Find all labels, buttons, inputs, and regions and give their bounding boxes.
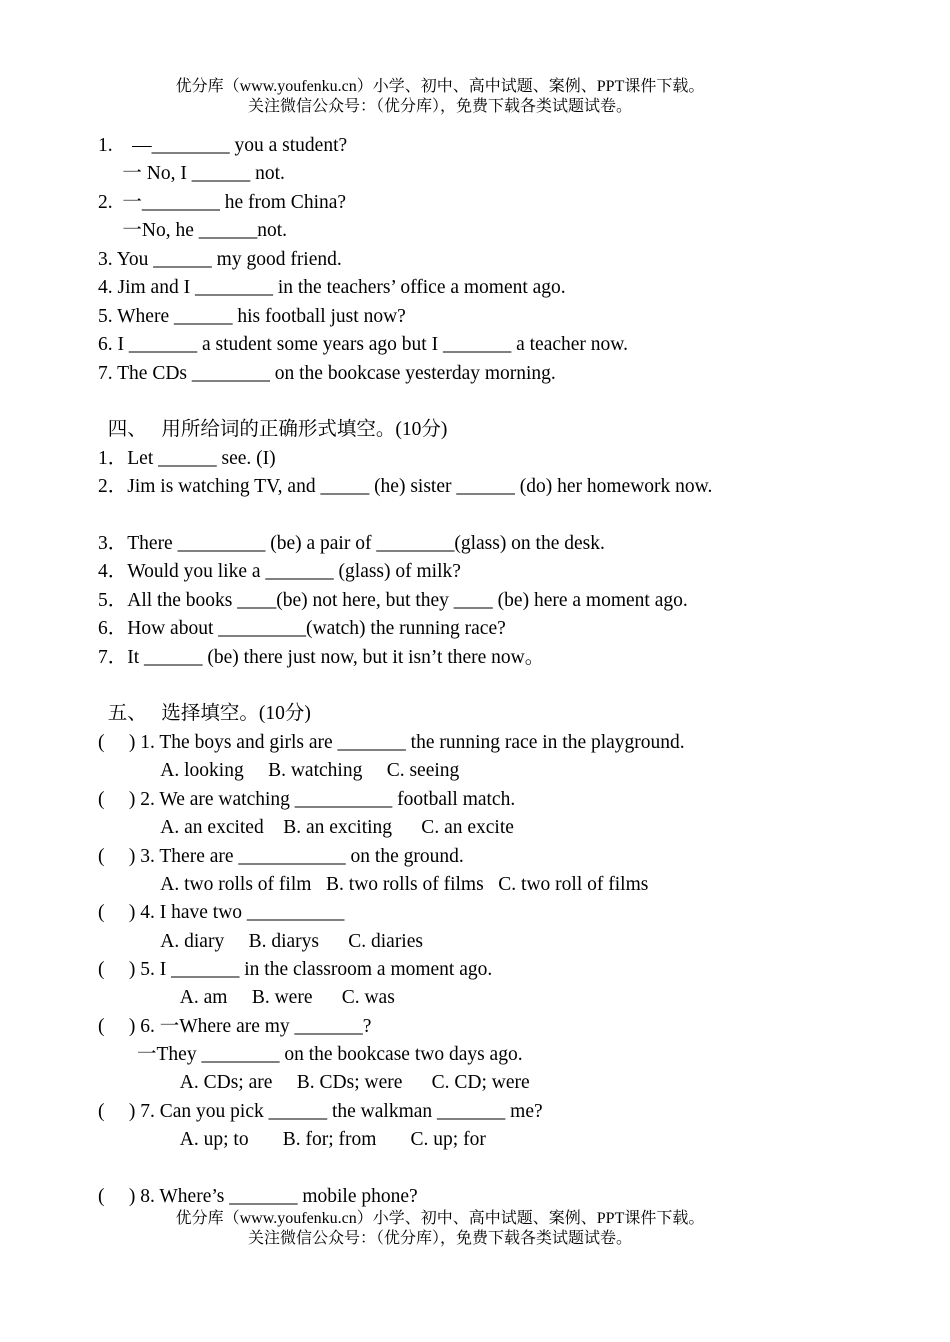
s3-q5: 5. Where ______ his football just now? (98, 306, 406, 327)
section-4-title: 四、 用所给词的正确形式填空。(10分) (98, 419, 448, 440)
s3-q7: 7. The CDs ________ on the bookcase yesterday morning. (98, 363, 556, 384)
s5-q3: ( ) 3. There are ___________ on the ground. (98, 846, 464, 867)
s3-q2: 2. 一________ he from China? (98, 192, 347, 213)
s5-q2-options: A. an excited B. an exciting C. an excite (98, 817, 514, 838)
s5-q5: ( ) 5. I _______ in the classroom a moment ago. (98, 959, 493, 980)
section-5-title: 五、 选择填空。(10分) (98, 703, 311, 724)
footer-line-1: 优分库（www.youfenku.cn）小学、初中、高中试题、案例、PPT课件下载。 (175, 1210, 705, 1227)
page-footer (0, 1209, 880, 1249)
s4-q2: 2．Jim is watching TV, and _____ (he) sister ______ (do) her homework now. (98, 476, 713, 497)
s5-q4: ( ) 4. I have two __________ (98, 902, 345, 923)
s3-q1: 1. —________ you a student? (98, 135, 348, 156)
s4-q6: 6．How about _________(watch) the running race? (98, 618, 506, 639)
s3-q1-reply: 一 No, I ______ not. (98, 163, 285, 184)
header-line-2: 关注微信公众号：（优分库），免费下载各类试题试卷。 (247, 98, 632, 115)
s5-q1-options: A. looking B. watching C. seeing (98, 760, 460, 781)
s5-q5-options: A. am B. were C. was (98, 987, 395, 1008)
s5-q7-options: A. up; to B. for; from C. up; for (98, 1129, 486, 1150)
s5-q4-options: A. diary B. diarys C. diaries (98, 931, 423, 952)
page-header (0, 77, 880, 117)
s3-q4: 4. Jim and I ________ in the teachers’ office a moment ago. (98, 277, 566, 298)
s5-q1: ( ) 1. The boys and girls are _______ the running race in the playground. (98, 732, 685, 753)
s4-q5: 5．All the books ____(be) not here, but they ____ (be) here a moment ago. (98, 590, 688, 611)
s5-q6-reply: 一They ________ on the bookcase two days ago. (98, 1044, 523, 1065)
s5-q6-options: A. CDs; are B. CDs; were C. CD; were (98, 1072, 530, 1093)
s4-q3: 3．There _________ (be) a pair of ________(glass) on the desk. (98, 533, 605, 554)
header-line-1: 优分库（www.youfenku.cn）小学、初中、高中试题、案例、PPT课件下载。 (175, 78, 705, 95)
footer-line-2: 关注微信公众号：（优分库），免费下载各类试题试卷。 (247, 1230, 632, 1247)
s3-q6: 6. I _______ a student some years ago but I _______ a teacher now. (98, 334, 628, 355)
s3-q2-reply: 一No, he ______not. (98, 220, 288, 241)
s5-q7: ( ) 7. Can you pick ______ the walkman _______ me? (98, 1101, 543, 1122)
s5-q2: ( ) 2. We are watching __________ football match. (98, 789, 516, 810)
s5-q8: ( ) 8. Where’s _______ mobile phone? (98, 1186, 418, 1207)
s5-q3-options: A. two rolls of film B. two rolls of films C. two roll of films (98, 874, 649, 895)
s5-q6: ( ) 6. 一Where are my _______? (98, 1016, 372, 1037)
s4-q4: 4．Would you like a _______ (glass) of milk? (98, 561, 461, 582)
s4-q1: 1．Let ______ see. (I) (98, 448, 276, 469)
s4-q7: 7．It ______ (be) there just now, but it isn’t there now。 (98, 647, 545, 668)
s3-q3: 3. You ______ my good friend. (98, 249, 342, 270)
